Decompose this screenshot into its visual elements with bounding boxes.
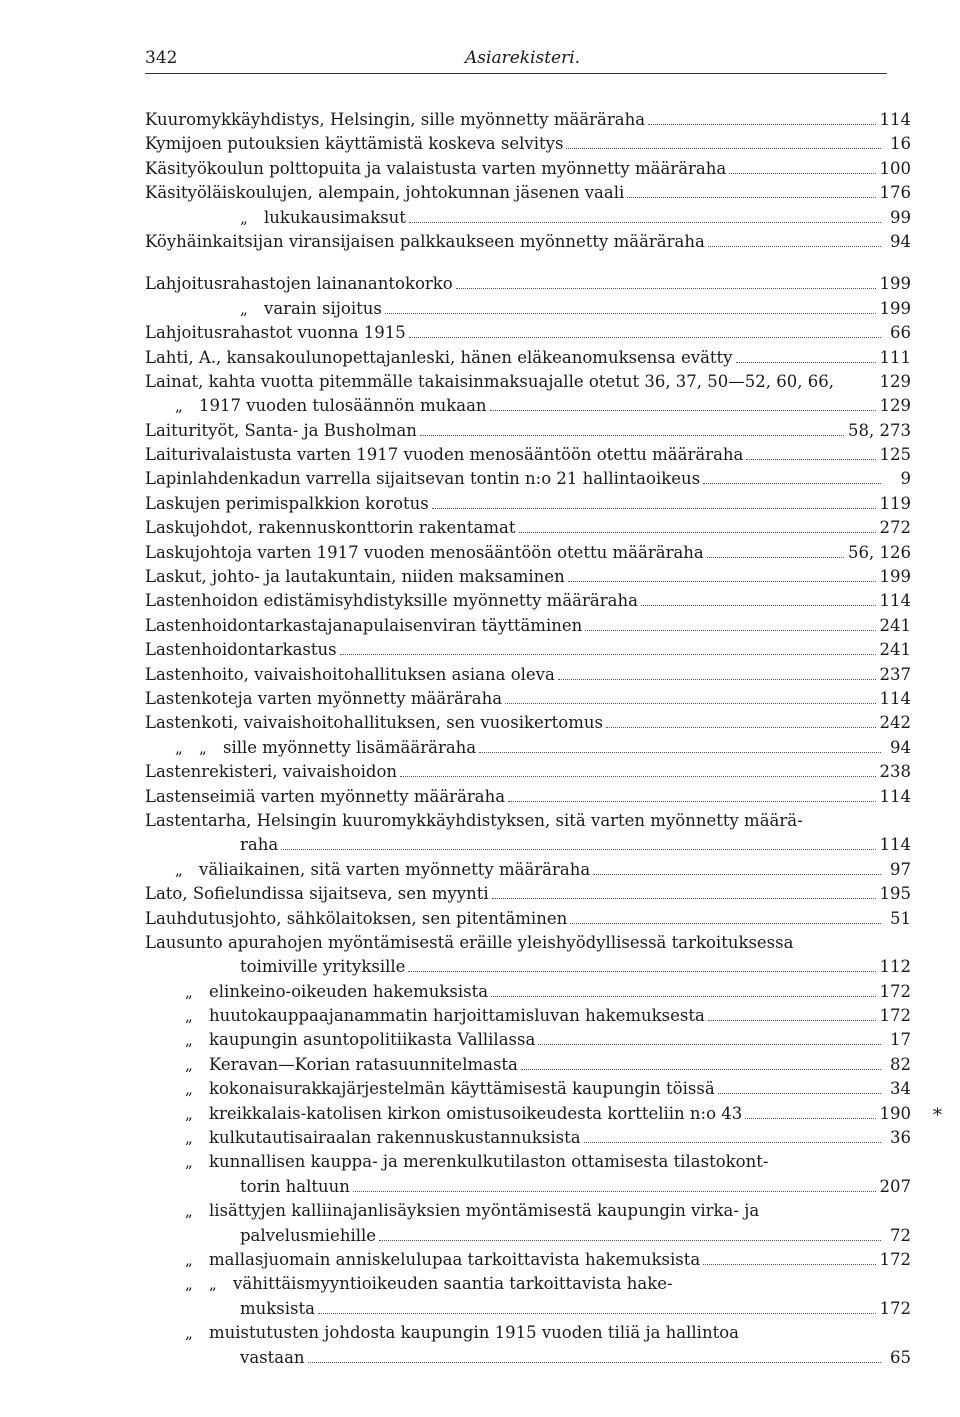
entry-text (145, 809, 806, 833)
page-number: 342 (145, 48, 178, 68)
page-reference: 94 (890, 737, 911, 757)
entry-label: Lastenhoidontarkastus (145, 640, 337, 660)
entry-text (145, 907, 570, 931)
index-entry (145, 931, 911, 955)
entry-label: vähittäismyyntioikeuden saantia tarkoittavista hake- (233, 1274, 673, 1294)
entry-label: Lahti, A., kansakoulunopettajanleski, hänen eläkeanomuksensa evätty (145, 347, 733, 367)
page-reference: 56, 126 (848, 542, 911, 562)
entry-label: elinkeino-oikeuden hakemuksista (209, 981, 489, 1001)
ditto-mark: „ (185, 1080, 193, 1099)
leader-dots (568, 580, 876, 582)
entry-label: Lausunto apurahojen myöntämisestä eräille yleishyödyllisessä tarkoituksessa (145, 932, 794, 952)
leader-dots (281, 848, 875, 850)
leader-dots (490, 409, 876, 411)
page-reference: 129 (879, 371, 911, 391)
entry-label: sille myönnetty lisämääräraha (223, 737, 477, 757)
index-entry (145, 157, 911, 181)
leader-dots (708, 1019, 876, 1021)
page-reference: 199 (879, 567, 911, 587)
leader-dots (641, 604, 876, 606)
index-entry (145, 614, 911, 638)
entry-text (145, 858, 593, 882)
index-entry (145, 108, 911, 132)
ditto-mark: „ (185, 1031, 193, 1050)
index-entry (145, 1004, 911, 1028)
page-reference: 9 (900, 469, 911, 489)
entry-label: Lastenkoti, vaivaishoitohallituksen, sen vuosikertomus (145, 713, 603, 733)
leader-dots (491, 995, 875, 997)
index-entry (145, 785, 911, 809)
entry-text (145, 321, 409, 345)
entry-text (145, 394, 490, 418)
entry-label: torin haltuun (240, 1176, 350, 1196)
entry-label: Lastenhoidontarkastajanapulaisenviran täyttäminen (145, 615, 583, 635)
leader-dots (538, 1043, 881, 1045)
page-reference: 16 (890, 134, 911, 154)
index-entry (145, 736, 911, 760)
index-entry (145, 1175, 911, 1199)
page-reference: 66 (890, 323, 911, 343)
entry-label: Lastenkoteja varten myönnetty määräraha (145, 688, 503, 708)
entry-text (145, 206, 409, 230)
ditto-mark: „ (185, 1324, 193, 1343)
page-reference: 17 (890, 1030, 911, 1050)
index-entry (145, 443, 911, 467)
leader-dots (385, 312, 876, 314)
page-reference: 114 (879, 591, 911, 611)
leader-dots (340, 653, 876, 655)
ditto-mark: „ (185, 1104, 193, 1123)
entry-text (145, 638, 340, 662)
ditto-mark: „ (175, 860, 183, 879)
index-entry (145, 1199, 911, 1223)
entry-text (145, 931, 796, 955)
entry-text (145, 1199, 762, 1223)
entry-text (145, 1297, 318, 1321)
leader-dots (566, 147, 881, 149)
index-entry (145, 833, 911, 857)
page-reference: 241 (879, 640, 911, 660)
entry-text (145, 1102, 745, 1126)
index-entry (145, 1102, 911, 1126)
entry-label: Lapinlahdenkadun varrella sijaitsevan tontin n:o 21 hallintaoikeus (145, 469, 701, 489)
page-reference: 114 (879, 835, 911, 855)
page-reference: 172 (879, 1249, 911, 1269)
ditto-mark: „ (175, 397, 183, 416)
entry-label: Käsityöläiskoulujen, alempain, johtokunnan jäsenen vaali (145, 183, 625, 203)
page-reference: 241 (879, 615, 911, 635)
leader-dots (606, 726, 876, 728)
index-entry (145, 467, 911, 491)
entry-text (145, 736, 479, 760)
page-reference: 94 (890, 231, 911, 251)
page-reference: 237 (879, 664, 911, 684)
index-entry (145, 1028, 911, 1052)
index-entry (145, 565, 911, 589)
page-reference: 172 (879, 981, 911, 1001)
entry-text (145, 157, 729, 181)
ditto-mark: „ (185, 1250, 193, 1269)
index-entry (145, 1053, 911, 1077)
index-entry (145, 1321, 911, 1345)
entry-text (145, 882, 492, 906)
entry-label: kunnallisen kauppa- ja merenkulkutilaston ottamisesta tilastokont- (209, 1152, 769, 1172)
entry-text (145, 663, 558, 687)
entry-label: Laskut, johto- ja lautakuntain, niiden maksaminen (145, 567, 565, 587)
index-entry (145, 1126, 911, 1150)
entry-text (145, 467, 703, 491)
page-reference: 65 (890, 1347, 911, 1367)
index-entry (145, 1272, 911, 1296)
page-reference: 195 (879, 884, 911, 904)
entry-text (145, 1346, 308, 1370)
entry-label: Kuuromykkäyhdistys, Helsingin, sille myönnetty määräraha (145, 110, 646, 129)
entry-text (145, 589, 641, 613)
ditto-mark: „ (185, 1275, 193, 1294)
entry-text (145, 419, 420, 443)
ditto-mark: „ (240, 208, 248, 227)
entry-label: Köyhäinkaitsijan viransijaisen palkkaukseen myönnetty määräraha (145, 231, 705, 251)
entry-text (145, 711, 606, 735)
leader-dots (379, 1239, 881, 1241)
entry-text (145, 687, 505, 711)
leader-dots (703, 1263, 875, 1265)
index-entry (145, 589, 911, 613)
leader-dots (736, 361, 876, 363)
leader-dots (771, 1166, 881, 1167)
index-entry (145, 346, 911, 370)
index-entries (145, 108, 911, 1370)
entry-label: Kymijoen putouksien käyttämistä koskeva selvitys (145, 134, 564, 154)
leader-dots (806, 825, 881, 826)
entry-label: Lahjoitusrahastojen lainanantokorko (145, 274, 453, 294)
index-entry (145, 132, 911, 156)
entry-label: Lato, Sofielundissa sijaitseva, sen myynti (145, 884, 489, 904)
leader-dots (521, 1068, 881, 1070)
leader-dots (837, 386, 875, 387)
entry-label: kreikkalais-katolisen kirkon omistusoikeudesta kortteliin n:o 43 (209, 1103, 743, 1123)
leader-dots (508, 800, 875, 802)
entry-text (145, 492, 432, 516)
entry-label: lukukausimaksut (264, 207, 406, 227)
entry-text (145, 132, 566, 156)
entry-text (145, 108, 648, 132)
index-entry (145, 370, 911, 394)
ditto-mark: „ (185, 1007, 193, 1026)
leader-dots (308, 1361, 881, 1363)
entry-text (145, 346, 736, 370)
entry-label: Laiturityöt, Santa- ja Busholman (145, 420, 417, 440)
entry-text (145, 1175, 353, 1199)
leader-dots (746, 458, 875, 460)
entry-text (145, 272, 456, 296)
leader-dots (519, 531, 876, 533)
page-reference: 72 (890, 1225, 911, 1245)
entry-text (145, 614, 585, 638)
running-title: Asiarekisteri. (465, 48, 581, 68)
index-entry (145, 882, 911, 906)
page-reference: 119 (879, 493, 911, 513)
ditto-mark: „ (185, 1055, 193, 1074)
entry-text (145, 443, 746, 467)
entry-label: Lastentarha, Helsingin kuuromykkäyhdistyksen, sitä varten myönnetty määrä- (145, 810, 803, 830)
page-reference: 111 (879, 347, 911, 367)
entry-text (145, 1077, 718, 1101)
page-reference: 114 (879, 786, 911, 806)
index-entry (145, 955, 911, 979)
leader-dots (745, 1117, 875, 1119)
leader-dots (707, 556, 844, 558)
entry-label: Lastenhoito, vaivaishoitohallituksen asiana oleva (145, 664, 555, 684)
entry-label: 1917 vuoden tulosäännön mukaan (199, 396, 487, 416)
entry-label: kaupungin asuntopolitiikasta Vallilassa (209, 1030, 536, 1050)
page-reference: 199 (879, 274, 911, 294)
entry-text (145, 760, 400, 784)
page-reference: 176 (879, 183, 911, 203)
index-entry (145, 297, 911, 321)
entry-text (145, 980, 491, 1004)
leader-dots (408, 970, 875, 972)
index-entry (145, 1150, 911, 1174)
entry-label: muksista (240, 1298, 315, 1318)
leader-dots (762, 1215, 881, 1216)
index-entry (145, 1224, 911, 1248)
index-entry (145, 1077, 911, 1101)
leader-dots (570, 922, 881, 924)
leader-dots (479, 751, 881, 753)
leader-dots (585, 629, 875, 631)
leader-dots (676, 1288, 881, 1289)
leader-dots (742, 1337, 881, 1338)
page-reference: 242 (879, 713, 911, 733)
index-entry (145, 907, 911, 931)
index-entry (145, 206, 911, 230)
entry-text (145, 541, 707, 565)
ditto-mark: „ (199, 738, 207, 757)
page-reference: 172 (879, 1298, 911, 1318)
entry-text (145, 1053, 521, 1077)
entry-label: kulkutautisairaalan rakennuskustannuksista (209, 1128, 581, 1148)
ditto-mark: „ (240, 299, 248, 318)
page-reference: 58, 273 (848, 420, 911, 440)
page-header (145, 48, 900, 72)
leader-dots (409, 336, 881, 338)
leader-dots (593, 873, 881, 875)
leader-dots (703, 482, 881, 484)
page-reference: 97 (890, 859, 911, 879)
leader-dots (796, 947, 881, 948)
leader-dots (432, 507, 876, 509)
entry-text (145, 1321, 742, 1345)
entry-label: Laskujohdot, rakennuskonttorin rakentamat (145, 518, 516, 538)
leader-dots (505, 702, 875, 704)
index-entry (145, 980, 911, 1004)
entry-text (145, 1248, 703, 1272)
index-entry (145, 1248, 911, 1272)
page-reference: 199 (879, 298, 911, 318)
leader-dots (353, 1190, 876, 1192)
index-entry (145, 272, 911, 296)
index-entry (145, 492, 911, 516)
index-entry (145, 809, 911, 833)
index-entry (145, 1297, 911, 1321)
entry-text (145, 955, 408, 979)
leader-dots (558, 678, 876, 680)
page-reference: 36 (890, 1128, 911, 1148)
entry-text (145, 370, 837, 394)
leader-dots (400, 775, 875, 777)
index-entry (145, 1346, 911, 1370)
page-reference: 129 (879, 396, 911, 416)
leader-dots (492, 897, 876, 899)
ditto-mark: „ (185, 982, 193, 1001)
index-entry (145, 858, 911, 882)
ditto-mark: „ (175, 738, 183, 757)
entry-label: Lastenhoidon edistämisyhdistyksille myönnetty määräraha (145, 591, 638, 611)
entry-label: muistutusten johdosta kaupungin 1915 vuoden tiliä ja hallintoa (209, 1323, 739, 1343)
entry-label: palvelusmiehille (240, 1225, 377, 1245)
leader-dots (729, 172, 875, 174)
index-entry (145, 663, 911, 687)
index-entry (145, 394, 911, 418)
entry-text (145, 565, 568, 589)
leader-dots (584, 1141, 881, 1143)
entry-label: mallasjuomain anniskelulupaa tarkoittavista hakemuksista (209, 1249, 701, 1269)
entry-text (145, 297, 385, 321)
entry-label: Lahjoitusrahastot vuonna 1915 (145, 323, 406, 343)
page-reference: 51 (890, 908, 911, 928)
entry-text (145, 833, 281, 857)
page-reference: 190 (879, 1103, 911, 1123)
entry-label: Lainat, kahta vuotta pitemmälle takaisinmaksuajalle otetut 36, 37, 50—52, 60, 66, (145, 371, 835, 391)
leader-dots (456, 287, 876, 289)
entry-label: Laskujen perimispalkkion korotus (145, 493, 429, 513)
entry-text (145, 1126, 584, 1150)
ditto-mark: „ (185, 1202, 193, 1221)
entry-label: Käsityökoulun polttopuita ja valaistusta varten myönnetty määräraha (145, 158, 727, 178)
leader-dots (627, 196, 875, 198)
header-rule (145, 73, 887, 74)
index-entry (145, 321, 911, 345)
leader-dots (409, 221, 881, 223)
page-reference: 114 (879, 110, 911, 129)
entry-label: Laskujohtoja varten 1917 vuoden menosääntöön otettu määräraha (145, 542, 704, 562)
index-entry (145, 638, 911, 662)
page-reference: 100 (879, 158, 911, 178)
entry-text (145, 516, 519, 540)
leader-dots (318, 1312, 876, 1314)
index-entry (145, 760, 911, 784)
ditto-mark: „ (185, 1153, 193, 1172)
page-reference: 82 (890, 1054, 911, 1074)
page-reference: 34 (890, 1079, 911, 1099)
entry-label: vastaan (240, 1347, 305, 1367)
entry-label: Lastenseimiä varten myönnetty määräraha (145, 786, 506, 806)
index-entry (145, 230, 911, 254)
entry-text (145, 1224, 379, 1248)
entry-label: Lauhdutusjohto, sähkölaitoksen, sen pitentäminen (145, 908, 568, 928)
index-entry (145, 711, 911, 735)
page-reference: 207 (879, 1176, 911, 1196)
entry-label: Laiturivalaistusta varten 1917 vuoden menosääntöön otettu määräraha (145, 445, 744, 465)
index-entry (145, 687, 911, 711)
entry-label: Lastenrekisteri, vaivaishoidon (145, 762, 398, 782)
entry-text (145, 1028, 538, 1052)
index-entry (145, 541, 911, 565)
page-reference: 114 (879, 688, 911, 708)
leader-dots (708, 245, 881, 247)
index-entry (145, 419, 911, 443)
page-reference: 238 (879, 762, 911, 782)
leader-dots (420, 434, 844, 436)
ditto-mark: „ (185, 1129, 193, 1148)
entry-label: lisättyjen kalliinajanlisäyksien myöntämisestä kaupungin virka- ja (209, 1201, 760, 1221)
entry-text (145, 230, 708, 254)
page-reference: 125 (879, 445, 911, 465)
page-reference: 272 (879, 518, 911, 538)
entry-text (145, 1004, 708, 1028)
index-entry (145, 181, 911, 205)
page-reference: 112 (879, 957, 911, 977)
leader-dots (718, 1092, 881, 1094)
entry-label: varain sijoitus (264, 298, 382, 318)
entry-label: kokonaisurakkajärjestelmän käyttämisestä kaupungin töissä (209, 1079, 715, 1099)
margin-mark: * (933, 1105, 942, 1126)
ditto-mark: „ (209, 1275, 217, 1294)
leader-dots (648, 123, 875, 125)
entry-text (145, 181, 627, 205)
entry-label: huutokauppaajanammatin harjoittamisluvan hakemuksesta (209, 1006, 705, 1026)
entry-text (145, 1272, 676, 1296)
entry-label: väliaikainen, sitä varten myönnetty määräraha (199, 859, 591, 879)
entry-text (145, 1150, 771, 1174)
index-entry (145, 516, 911, 540)
entry-text (145, 785, 508, 809)
entry-label: toimiville yrityksille (240, 957, 406, 977)
page-reference: 172 (879, 1006, 911, 1026)
entry-label: Keravan—Korian ratasuunnitelmasta (209, 1054, 518, 1074)
entry-label: raha (240, 835, 279, 855)
page-reference: 99 (890, 207, 911, 227)
